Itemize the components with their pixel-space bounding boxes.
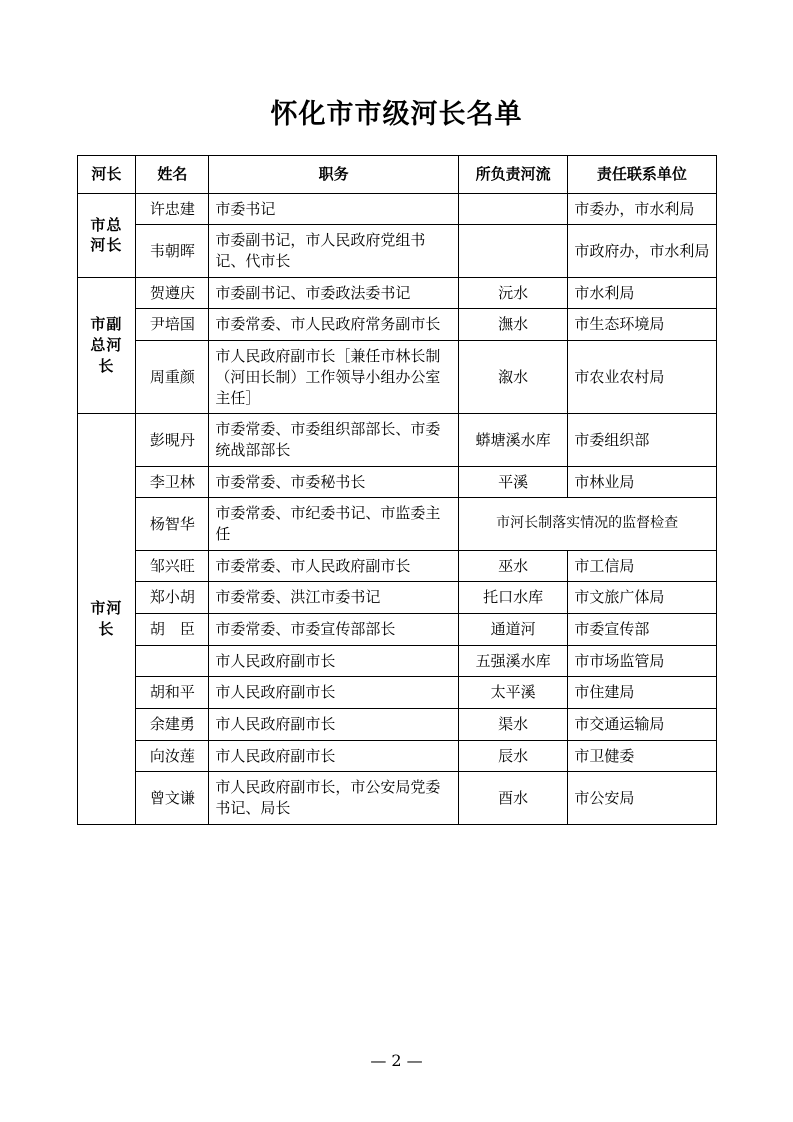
- row-river: 市河长制落实情况的监督检查: [458, 498, 716, 550]
- row-river: [458, 193, 568, 225]
- row-name: 贺遵庆: [136, 277, 209, 309]
- table-row: [77, 614, 716, 646]
- table-row: [77, 466, 716, 498]
- table-row: [77, 740, 716, 772]
- row-post: 市委常委、市委组织部部长、市委统战部部长: [209, 414, 459, 466]
- row-name: 邹兴旺: [136, 550, 209, 582]
- row-river: 沅水: [458, 277, 568, 309]
- row-unit: 市市场监管局: [568, 645, 716, 677]
- row-name: 郑小胡: [136, 582, 209, 614]
- row-unit: 市委组织部: [568, 414, 716, 466]
- row-river: 潕水: [458, 309, 568, 341]
- header-post: 职务: [209, 156, 459, 194]
- row-post: 市委副书记，市人民政府党组书记、代市长: [209, 225, 459, 277]
- table-row: [77, 414, 716, 466]
- row-unit: 市公安局: [568, 772, 716, 824]
- row-post: 市委常委、洪江市委书记: [209, 582, 459, 614]
- row-unit: 市林业局: [568, 466, 716, 498]
- row-river: 通道河: [458, 614, 568, 646]
- row-name: [136, 645, 209, 677]
- row-name: 尹培国: [136, 309, 209, 341]
- row-post: 市委副书记、市委政法委书记: [209, 277, 459, 309]
- row-unit: 市农业农村局: [568, 341, 716, 414]
- row-unit: 市生态环境局: [568, 309, 716, 341]
- river-chief-table: [77, 155, 717, 825]
- row-name: 韦朝晖: [136, 225, 209, 277]
- row-name: 曾文谦: [136, 772, 209, 824]
- table-row: [77, 225, 716, 277]
- table-row: [77, 772, 716, 824]
- row-post: 市委常委、市人民政府副市长: [209, 550, 459, 582]
- table-row: [77, 645, 716, 677]
- row-name: 周重颜: [136, 341, 209, 414]
- row-name: 胡和平: [136, 677, 209, 709]
- row-unit: 市政府办，市水利局: [568, 225, 716, 277]
- row-post: 市人民政府副市长: [209, 709, 459, 741]
- table-row: [77, 550, 716, 582]
- row-river: 蟒塘溪水库: [458, 414, 568, 466]
- row-river: 平溪: [458, 466, 568, 498]
- row-unit: 市工信局: [568, 550, 716, 582]
- group-category-cell: 市河长: [77, 414, 136, 825]
- row-unit: 市交通运输局: [568, 709, 716, 741]
- table-row: [77, 582, 716, 614]
- row-name: 余建勇: [136, 709, 209, 741]
- header-river: 所负责河流: [458, 156, 568, 194]
- row-name: 许忠建: [136, 193, 209, 225]
- table-row: [77, 341, 716, 414]
- row-post: 市委常委、市人民政府常务副市长: [209, 309, 459, 341]
- row-river: 辰水: [458, 740, 568, 772]
- row-post: 市人民政府副市长［兼任市林长制（河田长制）工作领导小组办公室主任］: [209, 341, 459, 414]
- row-unit: 市委宣传部: [568, 614, 716, 646]
- header-category: 河长: [77, 156, 136, 194]
- row-river: 太平溪: [458, 677, 568, 709]
- row-post: 市委常委、市纪委书记、市监委主任: [209, 498, 459, 550]
- row-name: 杨智华: [136, 498, 209, 550]
- row-river: 酉水: [458, 772, 568, 824]
- table-row: [77, 193, 716, 225]
- group-category-cell: 市总河长: [77, 193, 136, 277]
- row-post: 市委书记: [209, 193, 459, 225]
- row-river: 溆水: [458, 341, 568, 414]
- table-row: [77, 709, 716, 741]
- table-row: [77, 498, 716, 550]
- row-unit: 市水利局: [568, 277, 716, 309]
- row-river: 渠水: [458, 709, 568, 741]
- river-chief-table-wrapper: [77, 155, 717, 825]
- header-name: 姓名: [136, 156, 209, 194]
- row-post: 市人民政府副市长，市公安局党委书记、局长: [209, 772, 459, 824]
- table-row: [77, 277, 716, 309]
- row-post: 市人民政府副市长: [209, 645, 459, 677]
- row-name: 彭晛丹: [136, 414, 209, 466]
- row-post: 市人民政府副市长: [209, 740, 459, 772]
- table-header-row: [77, 156, 716, 194]
- row-unit: 市卫健委: [568, 740, 716, 772]
- row-name: 李卫林: [136, 466, 209, 498]
- row-unit: 市委办，市水利局: [568, 193, 716, 225]
- page-number: — 2 —: [370, 1051, 423, 1070]
- page-title: 怀化市市级河长名单: [270, 99, 523, 130]
- row-river: 托口水库: [458, 582, 568, 614]
- row-unit: 市住建局: [568, 677, 716, 709]
- row-post: 市委常委、市委宣传部部长: [209, 614, 459, 646]
- group-category-cell: 市副总河长: [77, 277, 136, 413]
- header-unit: 责任联系单位: [568, 156, 716, 194]
- row-river: [458, 225, 568, 277]
- row-post: 市人民政府副市长: [209, 677, 459, 709]
- table-row: [77, 309, 716, 341]
- row-post: 市委常委、市委秘书长: [209, 466, 459, 498]
- row-unit: 市文旅广体局: [568, 582, 716, 614]
- row-river: 五强溪水库: [458, 645, 568, 677]
- row-name: 胡 臣: [136, 614, 209, 646]
- row-river: 巫水: [458, 550, 568, 582]
- table-row: [77, 677, 716, 709]
- row-name: 向汝莲: [136, 740, 209, 772]
